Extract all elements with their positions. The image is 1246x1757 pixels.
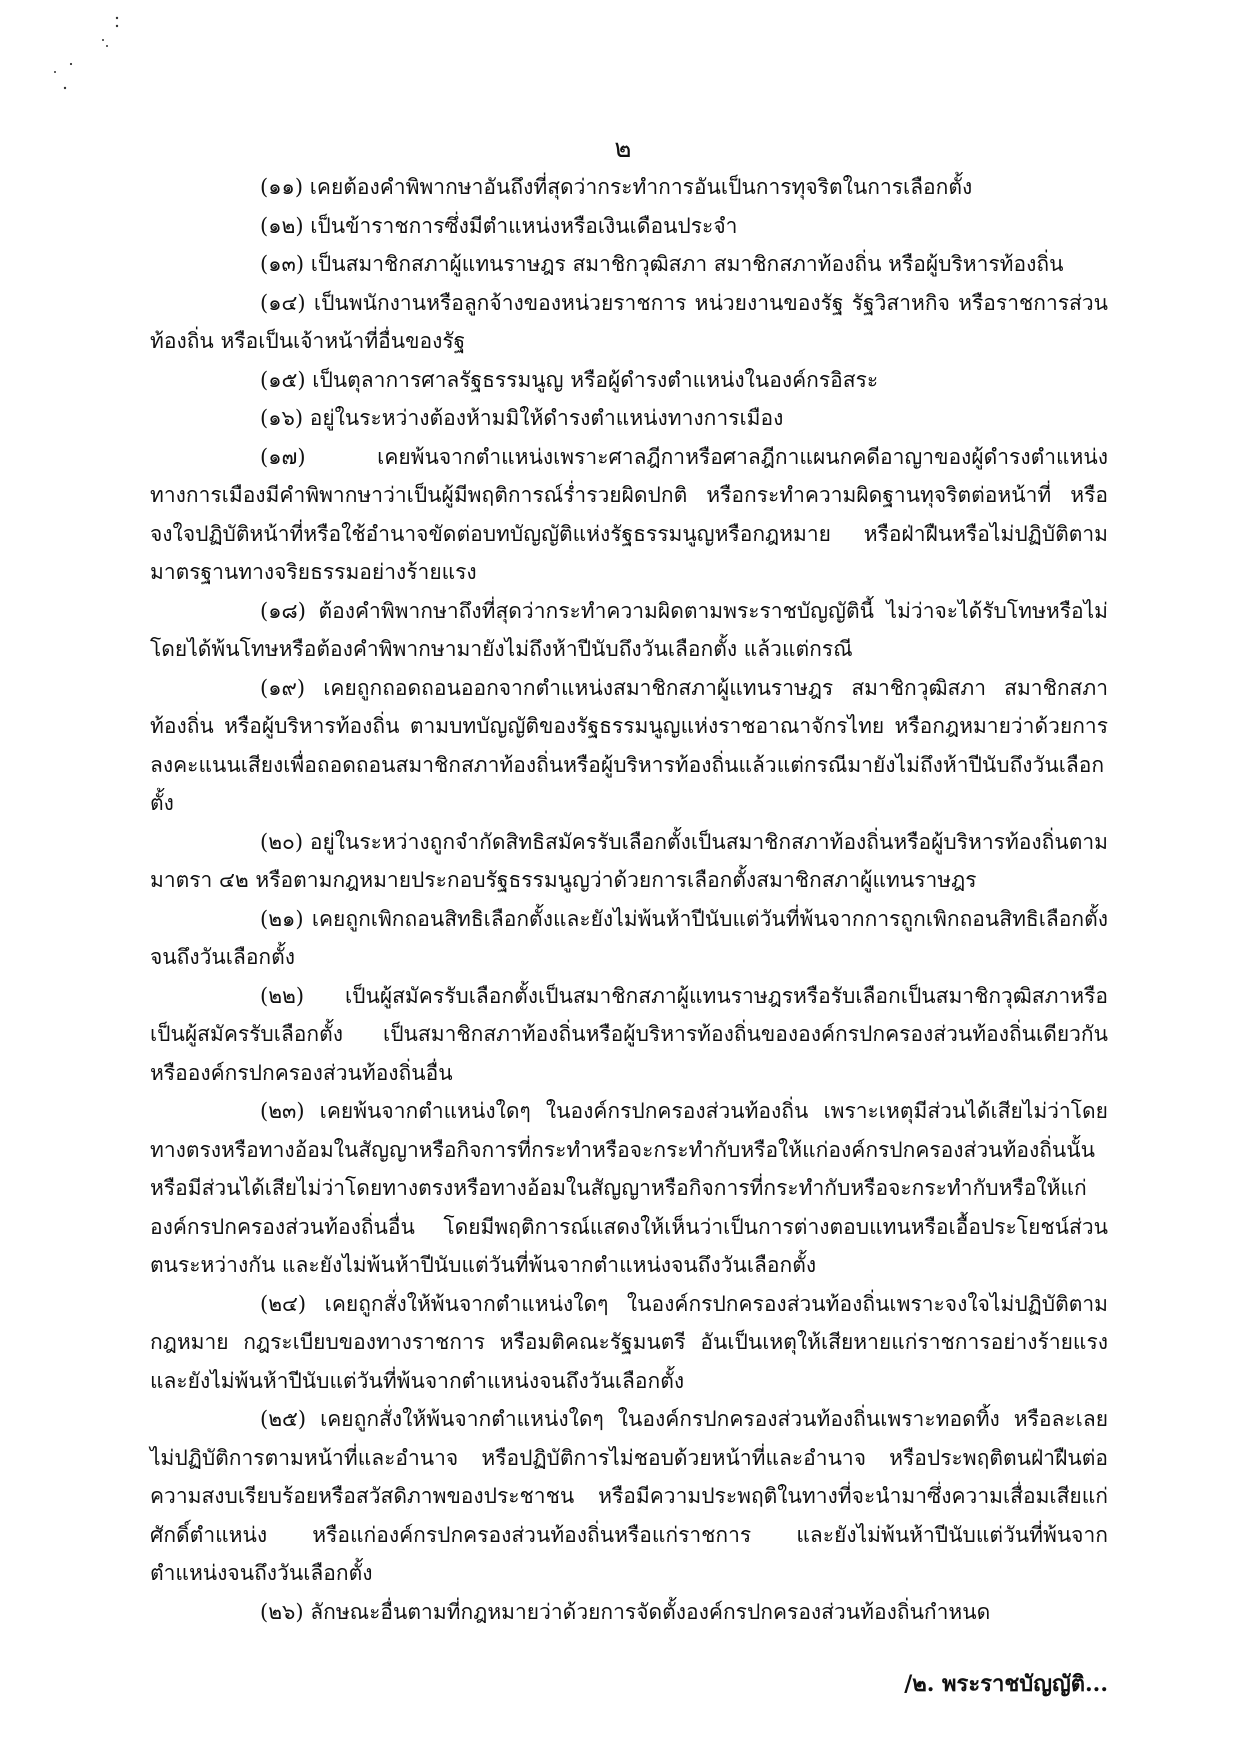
clause-23: (๒๓) เคยพ้นจากตำแหน่งใดๆ ในองค์กรปกครองส่วนท้องถิ่น เพราะเหตุมีส่วนได้เสียไม่ว่าโดยทางตรงหรือทางอ้อมในสัญญาหรือกิจการที่กระทำหรือจะกระทำกับหรือให้แก่องค์กรปกครองส่วนท้องถิ่นนั้น หรือมีส่วนได้เสียไม่ว่าโดยทางตรงหรือทางอ้อมในสัญญาหรือกิจการที่กระทำกับหรือจะกระทำกับหรือให้แก่องค์กรปกครองส่วนท้องถิ่นอื่น โดยมีพฤติการณ์แสดงให้เห็นว่าเป็นการต่างตอบแทนหรือเอื้อประโยชน์ส่วนตนระหว่างกัน และยังไม่พ้นห้าปีนับแต่วันที่พ้นจากตำแหน่งจนถึงวันเลือกตั้ง bbox=[150, 1099, 1108, 1277]
continuation-marker: /๒. พระราชบัญญัติ... bbox=[904, 1671, 1108, 1697]
clause-14: (๑๔) เป็นพนักงานหรือลูกจ้างของหน่วยราชการ หน่วยงานของรัฐ รัฐวิสาหกิจ หรือราชการส่วนท้องถิ่น หรือเป็นเจ้าหน้าที่อื่นของรัฐ bbox=[150, 290, 1108, 353]
clause-13: (๑๓) เป็นสมาชิกสภาผู้แทนราษฎร สมาชิกวุฒิสภา สมาชิกสภาท้องถิ่น หรือผู้บริหารท้องถิ่น bbox=[260, 252, 1064, 276]
clause-16: (๑๖) อยู่ในระหว่างต้องห้ามมิให้ดำรงตำแหน่งทางการเมือง bbox=[260, 406, 784, 430]
clause-12: (๑๒) เป็นข้าราชการซึ่งมีตำแหน่งหรือเงินเดือนประจำ bbox=[260, 213, 738, 238]
clause-15: (๑๕) เป็นตุลาการศาลรัฐธรรมนูญ หรือผู้ดำรงตำแหน่งในองค์กรอิสระ bbox=[260, 367, 879, 392]
document-body bbox=[150, 168, 1108, 1631]
clause-17: (๑๗) เคยพ้นจากตำแหน่งเพราะศาลฎีกาหรือศาลฎีกาแผนกคดีอาญาของผู้ดำรงตำแหน่งทางการเมืองมีคำพิพากษาว่าเป็นผู้มีพฤติการณ์ร่ำรวยผิดปกติ หรือกระทำความผิดฐานทุจริตต่อหน้าที่ หรือจงใจปฏิบัติหน้าที่หรือใช้อำนาจขัดต่อบทบัญญัติแห่งรัฐธรรมนูญหรือกฎหมาย หรือฝ่าฝืนหรือไม่ปฏิบัติตามมาตรฐานทางจริยธรรมอย่างร้ายแรง bbox=[150, 444, 1108, 584]
clause-24: (๒๔) เคยถูกสั่งให้พ้นจากตำแหน่งใดๆ ในองค์กรปกครองส่วนท้องถิ่นเพราะจงใจไม่ปฏิบัติตามกฎหมาย กฎระเบียบของทางราชการ หรือมติคณะรัฐมนตรี อันเป็นเหตุให้เสียหายแก่ราชการอย่างร้ายแรงและยังไม่พ้นห้าปีนับแต่วันที่พ้นจากตำแหน่งจนถึงวันเลือกตั้ง bbox=[150, 1291, 1108, 1393]
clause-11: (๑๑) เคยต้องคำพิพากษาอันถึงที่สุดว่ากระทำการอันเป็นการทุจริตในการเลือกตั้ง bbox=[260, 175, 973, 199]
clause-18: (๑๘) ต้องคำพิพากษาถึงที่สุดว่ากระทำความผิดตามพระราชบัญญัตินี้ ไม่ว่าจะได้รับโทษหรือไม่ โดยได้พ้นโทษหรือต้องคำพิพากษามายังไม่ถึงห้าปีนับถึงวันเลือกตั้ง แล้วแต่กรณี bbox=[150, 598, 1108, 661]
scan-specks bbox=[45, 10, 165, 110]
clause-19: (๑๙) เคยถูกถอดถอนออกจากตำแหน่งสมาชิกสภาผู้แทนราษฎร สมาชิกวุฒิสภา สมาชิกสภาท้องถิ่น หรือผู้บริหารท้องถิ่น ตามบทบัญญัติของรัฐธรรมนูญแห่งราชอาณาจักรไทย หรือกฎหมายว่าด้วยการลงคะแนนเสียงเพื่อถอดถอนสมาชิกสภาท้องถิ่นหรือผู้บริหารท้องถิ่นแล้วแต่กรณีมายังไม่ถึงห้าปีนับถึงวันเลือกตั้ง bbox=[150, 675, 1108, 815]
clause-25: (๒๕) เคยถูกสั่งให้พ้นจากตำแหน่งใดๆ ในองค์กรปกครองส่วนท้องถิ่นเพราะทอดทิ้ง หรือละเลยไม่ปฏิบัติการตามหน้าที่และอำนาจ หรือปฏิบัติการไม่ชอบด้วยหน้าที่และอำนาจ หรือประพฤติตนฝ่าฝืนต่อความสงบเรียบร้อยหรือสวัสดิภาพของประชาชน หรือมีความประพฤติในทางที่จะนำมาซึ่งความเสื่อมเสียแก่ศักดิ์ตำแหน่ง หรือแก่องค์กรปกครองส่วนท้องถิ่นหรือแก่ราชการ และยังไม่พ้นห้าปีนับแต่วันที่พ้นจากตำแหน่งจนถึงวันเลือกตั้ง bbox=[150, 1407, 1108, 1585]
clause-21: (๒๑) เคยถูกเพิกถอนสิทธิเลือกตั้งและยังไม่พ้นห้าปีนับแต่วันที่พ้นจากการถูกเพิกถอนสิทธิเลือกตั้งจนถึงวันเลือกตั้ง bbox=[150, 906, 1108, 969]
page-number: ๒ bbox=[614, 134, 632, 164]
clause-26: (๒๖) ลักษณะอื่นตามที่กฎหมายว่าด้วยการจัดตั้งองค์กรปกครองส่วนท้องถิ่นกำหนด bbox=[260, 1599, 991, 1624]
clause-20: (๒๐) อยู่ในระหว่างถูกจำกัดสิทธิสมัครรับเลือกตั้งเป็นสมาชิกสภาท้องถิ่นหรือผู้บริหารท้องถิ่นตามมาตรา ๔๒ หรือตามกฎหมายประกอบรัฐธรรมนูญว่าด้วยการเลือกตั้งสมาชิกสภาผู้แทนราษฎร bbox=[150, 829, 1108, 892]
clause-22: (๒๒) เป็นผู้สมัครรับเลือกตั้งเป็นสมาชิกสภาผู้แทนราษฎรหรือรับเลือกเป็นสมาชิกวุฒิสภาหรือเป็นผู้สมัครรับเลือกตั้ง เป็นสมาชิกสภาท้องถิ่นหรือผู้บริหารท้องถิ่นขององค์กรปกครองส่วนท้องถิ่นเดียวกันหรือองค์กรปกครองส่วนท้องถิ่นอื่น bbox=[150, 983, 1108, 1085]
